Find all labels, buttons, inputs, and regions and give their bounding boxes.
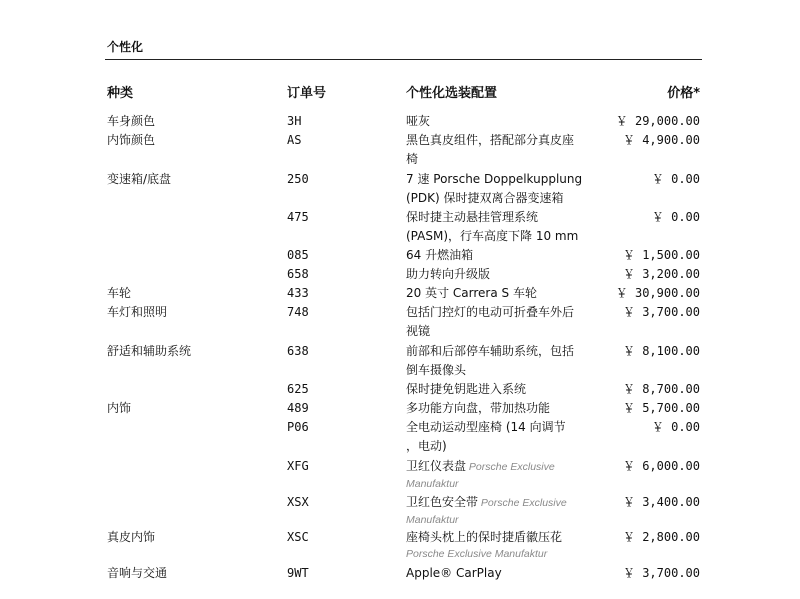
column-header-category: 种类 <box>107 86 134 101</box>
option-text-line: 卫红色安全带 Porsche Exclusive <box>406 495 567 509</box>
option-text-line: 前部和后部停车辅助系统，包括 <box>406 344 575 358</box>
option-text-line: 全电动运动型座椅 (14 向调节 <box>406 420 566 434</box>
row-order-code: 250 <box>287 172 309 186</box>
section-title: 个性化 <box>107 40 144 54</box>
column-header-price: 价格* <box>667 86 700 101</box>
option-note: Manufaktur <box>406 514 459 526</box>
row-order-code: XSX <box>287 495 309 509</box>
row-price: ￥ 6,000.00 <box>622 459 700 473</box>
option-text-line: (PASM)，行车高度下降 10 mm <box>406 229 579 243</box>
row-order-code: XSC <box>287 530 309 544</box>
option-text-line: 保时捷主动悬挂管理系统 <box>406 210 539 224</box>
row-order-code: 9WT <box>287 566 309 580</box>
option-note: Porsche Exclusive <box>478 497 567 509</box>
row-order-code: 433 <box>287 286 309 300</box>
option-text-line: 多功能方向盘，带加热功能 <box>406 401 551 415</box>
row-option <box>406 528 606 562</box>
row-option <box>406 112 606 131</box>
column-header-option: 个性化选装配置 <box>406 86 498 101</box>
option-note: Porsche Exclusive <box>466 461 555 473</box>
option-text-line: 椅 <box>406 152 419 166</box>
row-price: ￥ 0.00 <box>651 172 700 186</box>
row-option <box>406 399 606 418</box>
row-category: 车轮 <box>107 286 132 300</box>
option-text-line: 20 英寸 Carrera S 车轮 <box>406 286 537 300</box>
row-price: ￥ 1,500.00 <box>622 248 700 262</box>
option-text-line: 包括门控灯的电动可折叠车外后 <box>406 305 575 319</box>
option-text-line: Apple® CarPlay <box>406 566 502 580</box>
row-order-code: 085 <box>287 248 309 262</box>
option-text-line: 保时捷免钥匙进入系统 <box>406 382 527 396</box>
row-option <box>406 170 606 208</box>
option-text-line: 卫红仪表盘 Porsche Exclusive <box>406 459 555 473</box>
option-text-line: 7 速 Porsche Doppelkupplung <box>406 172 583 186</box>
option-text-line: 哑灰 <box>406 114 431 128</box>
option-note: Manufaktur <box>406 478 459 490</box>
row-option <box>406 284 606 303</box>
row-price: ￥ 3,400.00 <box>622 495 700 509</box>
row-price: ￥ 3,700.00 <box>622 566 700 580</box>
row-price: ￥ 29,000.00 <box>615 114 700 128</box>
row-option <box>406 303 606 341</box>
row-order-code: AS <box>287 133 302 147</box>
option-text-line: 视镜 <box>406 324 431 338</box>
row-price: ￥ 3,700.00 <box>622 305 700 319</box>
row-category: 内饰 <box>107 401 132 415</box>
row-order-code: 3H <box>287 114 302 128</box>
row-option <box>406 131 606 169</box>
row-price: ￥ 8,700.00 <box>622 382 700 396</box>
option-text-line: 助力转向升级版 <box>406 267 491 281</box>
row-option <box>406 246 606 265</box>
row-order-code: 489 <box>287 401 309 415</box>
option-text-line: 座椅头枕上的保时捷盾徽压花 <box>406 530 563 544</box>
row-price: ￥ 8,100.00 <box>622 344 700 358</box>
row-option <box>406 342 606 380</box>
option-text-line: (PDK) 保时捷双离合器变速箱 <box>406 191 564 205</box>
row-order-code: P06 <box>287 420 309 434</box>
option-note: Porsche Exclusive Manufaktur <box>406 548 548 560</box>
section-divider <box>105 59 702 60</box>
option-text-line: 64 升燃油箱 <box>406 248 474 262</box>
row-category: 舒适和辅助系统 <box>107 344 192 358</box>
row-order-code: XFG <box>287 459 309 473</box>
row-option <box>406 380 606 399</box>
row-price: ￥ 2,800.00 <box>622 530 700 544</box>
row-category: 内饰颜色 <box>107 133 156 147</box>
row-order-code: 748 <box>287 305 309 319</box>
row-option <box>406 208 606 246</box>
row-order-code: 658 <box>287 267 309 281</box>
row-category: 变速箱/底盘 <box>107 172 172 186</box>
row-price: ￥ 0.00 <box>651 210 700 224</box>
option-text-line: 黑色真皮组件，搭配部分真皮座 <box>406 133 575 147</box>
row-order-code: 638 <box>287 344 309 358</box>
row-price: ￥ 3,200.00 <box>622 267 700 281</box>
row-price: ￥ 4,900.00 <box>622 133 700 147</box>
row-order-code: 625 <box>287 382 309 396</box>
row-category: 车灯和照明 <box>107 305 168 319</box>
option-text-line: ，电动) <box>406 439 447 453</box>
row-price: ￥ 30,900.00 <box>615 286 700 300</box>
row-option <box>406 493 606 528</box>
row-option <box>406 457 606 492</box>
row-category: 音响与交通 <box>107 566 168 580</box>
row-order-code: 475 <box>287 210 309 224</box>
column-header-code: 订单号 <box>287 86 327 101</box>
row-option <box>406 265 606 284</box>
row-option <box>406 418 606 456</box>
row-category: 真皮内饰 <box>107 530 156 544</box>
row-category: 车身颜色 <box>107 114 156 128</box>
row-price: ￥ 5,700.00 <box>622 401 700 415</box>
row-price: ￥ 0.00 <box>651 420 700 434</box>
option-text-line: 倒车摄像头 <box>406 363 467 377</box>
row-option <box>406 564 606 583</box>
